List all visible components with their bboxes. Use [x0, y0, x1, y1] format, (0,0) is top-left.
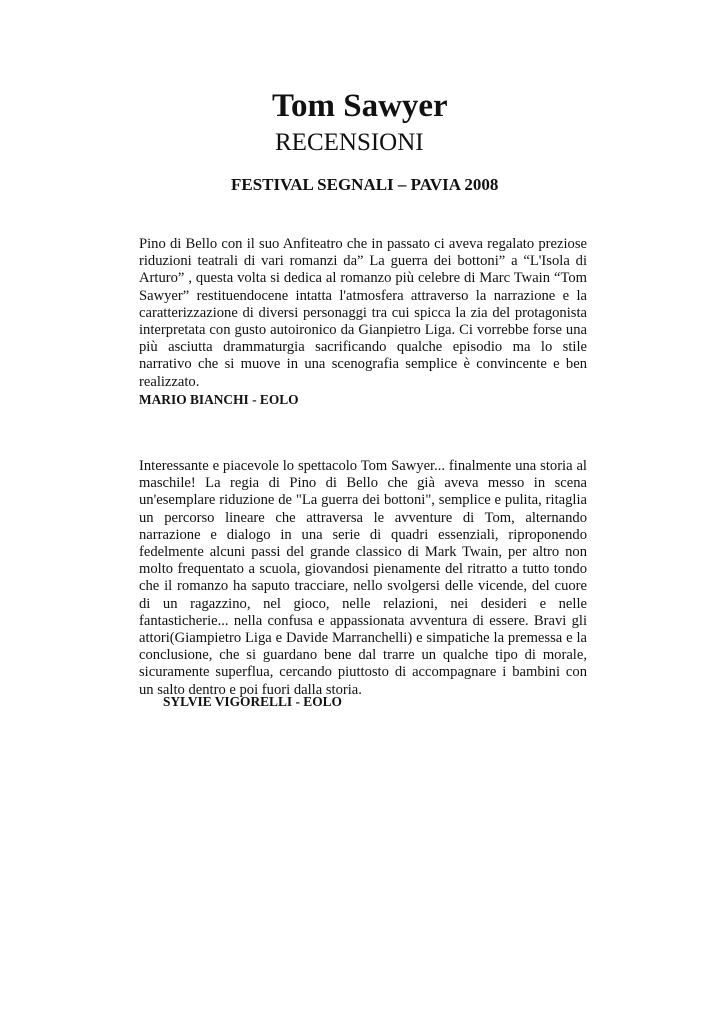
- document-title: Tom Sawyer: [272, 88, 448, 124]
- festival-heading: FESTIVAL SEGNALI – PAVIA 2008: [231, 175, 499, 194]
- review-author-1: MARIO BIANCHI - EOLO: [139, 392, 299, 407]
- review-text-1: Pino di Bello con il suo Anfiteatro che in passato ci aveva regalato preziose riduzioni teatrali di vari romanzi da” La guerra dei bottoni” a “L'Isola di Arturo” , questa volta si dedica al romanzo più celebre di Marc Twain “Tom Sawyer” restituendocene intatta l'atmosfera attraverso la narrazione e la caratterizzazione di diversi personaggi tra cui spicca la zia del protagonista interpretata con gusto autoironico da Gianpietro Liga. Ci vorrebbe forse una più asciutta drammaturgia sacrificando qualche episodio ma lo stile narrativo che si muove in una scenografia semplice è convincente e ben realizzato.: [139, 236, 587, 390]
- document-subtitle: RECENSIONI: [275, 129, 424, 156]
- review-text-2: Interessante e piacevole lo spettacolo Tom Sawyer... finalmente una storia al maschile! La regia di Pino di Bello che già aveva messo in scena un'esemplare riduzione de "La guerra dei bottoni", semplice e pulita, ritaglia un percorso lineare che attraversa le avventure di Tom, alternando narrazione e dialogo in una serie di quadri essenziali, riproponendo fedelmente alcuni passi del grande classico di Mark Twain, per altro non molto frequentato a scuola, giovandosi pienamente del ritratto a tutto tondo che il romanzo ha saputo tracciare, nello svolgersi delle vicende, del cuore di un ragazzino, nel gioco, nelle relazioni, nei desideri e nelle fantasticherie... nella confusa e appassionata avventura di essere. Bravi gli attori(Giampietro Liga e Davide Marranchelli) e simpatiche la premessa e la conclusione, che si guardano bene dal trarre un qualche tipo di morale, sicuramente superflua, cercando piuttosto di accompagnare i bambini con un salto dentro e poi fuori dalla storia.: [139, 458, 587, 698]
- review-author-2: SYLVIE VIGORELLI - EOLO: [163, 694, 342, 709]
